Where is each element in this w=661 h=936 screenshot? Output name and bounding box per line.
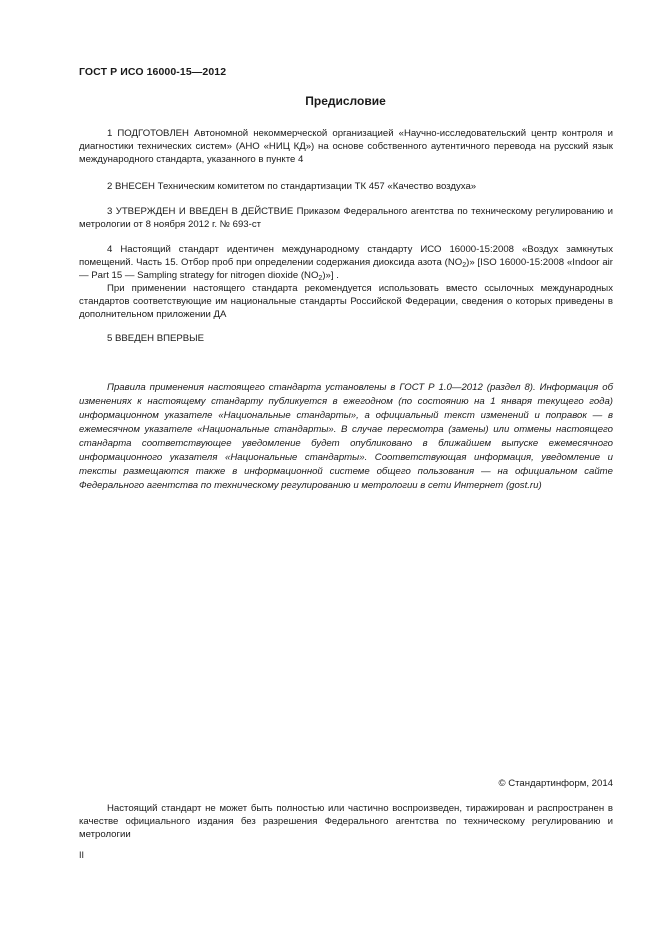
application-notice: Правила применения настоящего стандарта установлены в ГОСТ Р 1.0—2012 (раздел 8). Информация об изменениях к настоящему стандарту публикуется в ежегодном (по состоянию на 1 января текущего года) информационном указателе «Национальные стандарты», а официальный текст изменений и поправок — в ежемесячном указателе «Национальные стандарты». В случае пересмотра (замены) или отмены настоящего стандарта соответствующее уведомление будет опубликовано в ближайшем выпуске ежемесячного информационного указателя «Национальные стандарты». Соответствующая информация, уведомление и тексты размещаются также в информационной системе общего пользования — на официальном сайте Федерального агентства по техническому регулированию и метрологии в сети Интернет (gost.ru) <box>79 382 613 491</box>
item-4-text <box>79 243 613 282</box>
item-2 <box>79 180 613 193</box>
reproduction-notice: Настоящий стандарт не может быть полностью или частично воспроизведен, тиражирован и распространен в качестве официального издания без разрешения Федерального агентства по техническому регулированию и метрологии <box>79 803 613 840</box>
item-4-part3: )»] . <box>322 270 339 281</box>
item-2-text: 2 ВНЕСЕН Техническим комитетом по стандартизации ТК 457 «Качество воздуха» <box>107 181 477 192</box>
item-4-part1: 4 Настоящий стандарт идентичен международному стандарту ИСО 16000-15:2008 «Воздух замкнутых помещений. Часть 15. Отбор проб при определении содержания диоксида азота (NO <box>79 244 613 268</box>
page-title: Предисловие <box>305 94 386 108</box>
item-5-text: 5 ВВЕДЕН ВПЕРВЫЕ <box>107 333 205 344</box>
page-number: II <box>79 850 85 860</box>
item-4-part2: )» [ISO 16000-15:2008 «Indoor air — Part 15 — Sampling strategy for nitrogen dioxide (NO <box>79 257 613 281</box>
item-4-sub1: 2 <box>462 262 467 269</box>
item-3 <box>79 205 613 231</box>
item-4 <box>79 243 613 321</box>
item-3-text: 3 УТВЕРЖДЕН И ВВЕДЕН В ДЕЙСТВИЕ Приказом Федерального агентства по техническому регулированию и метрологии от 8 ноября 2012 г. № 693-ст <box>79 206 613 230</box>
item-1 <box>79 127 613 166</box>
copyright: © Стандартинформ, 2014 <box>498 778 613 789</box>
item-1-text: 1 ПОДГОТОВЛЕН Автономной некоммерческой организацией «Научно-исследовательский центр контроля и диагностики технических систем» (АНО «НИЦ КД») на основе собственного аутентичного перевода на русский язык международного стандарта, указанного в пункте 4 <box>79 128 613 165</box>
item-5 <box>79 332 613 345</box>
item-4b-text: При применении настоящего стандарта рекомендуется использовать вместо ссылочных международных стандартов соответствующие им национальные стандарты Российской Федерации, сведения о которых приведены в дополнительном приложении ДА <box>79 283 613 320</box>
document-code: ГОСТ Р ИСО 16000-15—2012 <box>79 66 227 78</box>
item-4-sub2: 2 <box>318 275 323 282</box>
